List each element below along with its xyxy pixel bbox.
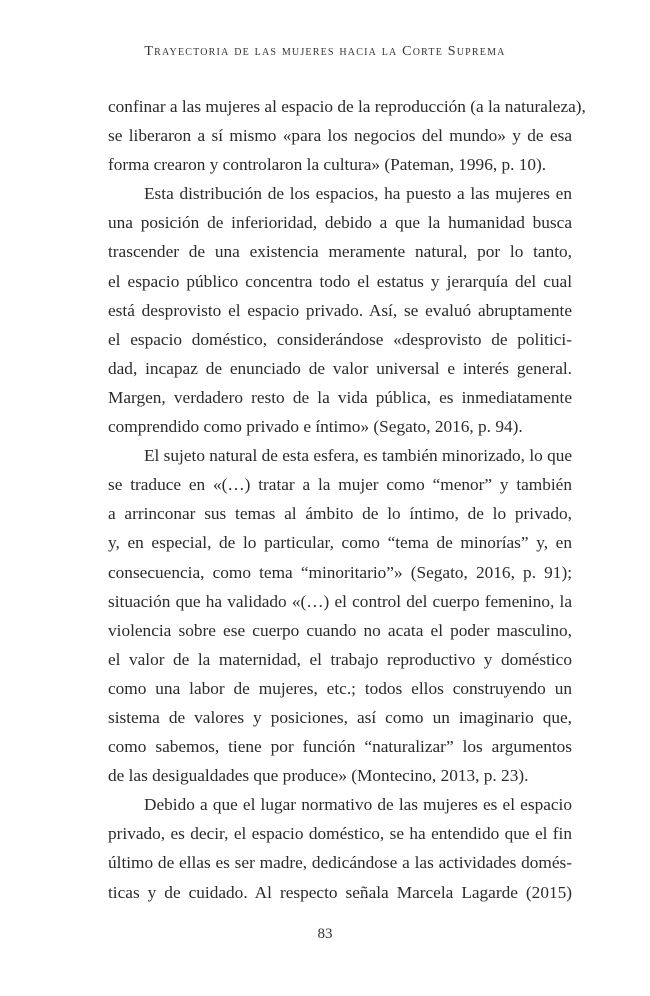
text-line: comprendido como privado e íntimo» (Segato, 2016, p. 94).	[108, 417, 523, 437]
text-line: confinar a las mujeres al espacio de la reproducción (a la naturaleza),	[108, 97, 586, 116]
text-line: dad, incapaz de enunciado de valor universal e interés general.	[108, 358, 572, 378]
text-line: ticas y de cuidado. Al respecto señala Marcela Lagarde (2015)	[108, 882, 572, 902]
text-line: como una labor de mujeres, etc.; todos ellos construyendo un	[108, 678, 572, 698]
text-line: consecuencia, como tema “minoritario”» (Segato, 2016, p. 91);	[108, 562, 572, 582]
text-line: situación que ha validado «(…) el control del cuerpo femenino, la	[108, 591, 572, 611]
text-line: Debido a que el lugar normativo de las mujeres es el espacio	[144, 795, 572, 815]
text-line: y, en especial, de lo particular, como “tema de minorías” y, en	[108, 533, 572, 553]
text-line: último de ellas es ser madre, dedicándose a las actividades domés-	[108, 853, 572, 873]
text-line: Esta distribución de los espacios, ha puesto a las mujeres en	[144, 184, 572, 204]
text-line: una posición de inferioridad, debido a que la humanidad busca	[108, 213, 572, 233]
text-line: forma crearon y controlaron la cultura» (Pateman, 1996, p. 10).	[108, 155, 547, 175]
text-line: de las desigualdades que produce» (Montecino, 2013, p. 23).	[108, 766, 529, 786]
paragraph-3	[108, 441, 572, 790]
text-line: violencia sobre ese cuerpo cuando no acata el poder masculino,	[108, 620, 572, 640]
text-line: como sabemos, tiene por función “naturalizar” los argumentos	[108, 737, 572, 757]
text-line: El sujeto natural de esta esfera, es también minorizado, lo que	[144, 446, 573, 466]
running-head: Trayectoria de las mujeres hacia la Corte Suprema	[144, 44, 506, 59]
text-line: Margen, verdadero resto de la vida pública, es inmediatamente	[108, 387, 572, 407]
text-line: está desprovisto el espacio privado. Así, se evaluó abruptamente	[108, 300, 572, 320]
text-line: trascender de una existencia meramente natural, por lo tanto,	[108, 242, 572, 262]
text-line: el valor de la maternidad, el trabajo reproductivo y doméstico	[108, 649, 572, 669]
paragraph-2	[108, 179, 572, 441]
text-line: se liberaron a sí mismo «para los negocios del mundo» y de esa	[108, 126, 572, 146]
paragraph-4	[108, 790, 572, 906]
paragraph-1	[108, 92, 586, 179]
text-line: a arrinconar sus temas al ámbito de lo íntimo, de lo privado,	[108, 504, 572, 524]
text-line: sistema de valores y posiciones, así como un imaginario que,	[108, 707, 572, 727]
page-number: 83	[317, 926, 333, 942]
text-line: privado, es decir, el espacio doméstico, se ha entendido que el fin	[108, 824, 572, 844]
text-line: el espacio público concentra todo el estatus y jerarquía del cual	[108, 271, 572, 291]
text-line: se traduce en «(…) tratar a la mujer como “menor” y también	[108, 475, 572, 495]
text-line: el espacio doméstico, considerándose «desprovisto de politici-	[108, 329, 572, 349]
body-text	[108, 92, 586, 907]
